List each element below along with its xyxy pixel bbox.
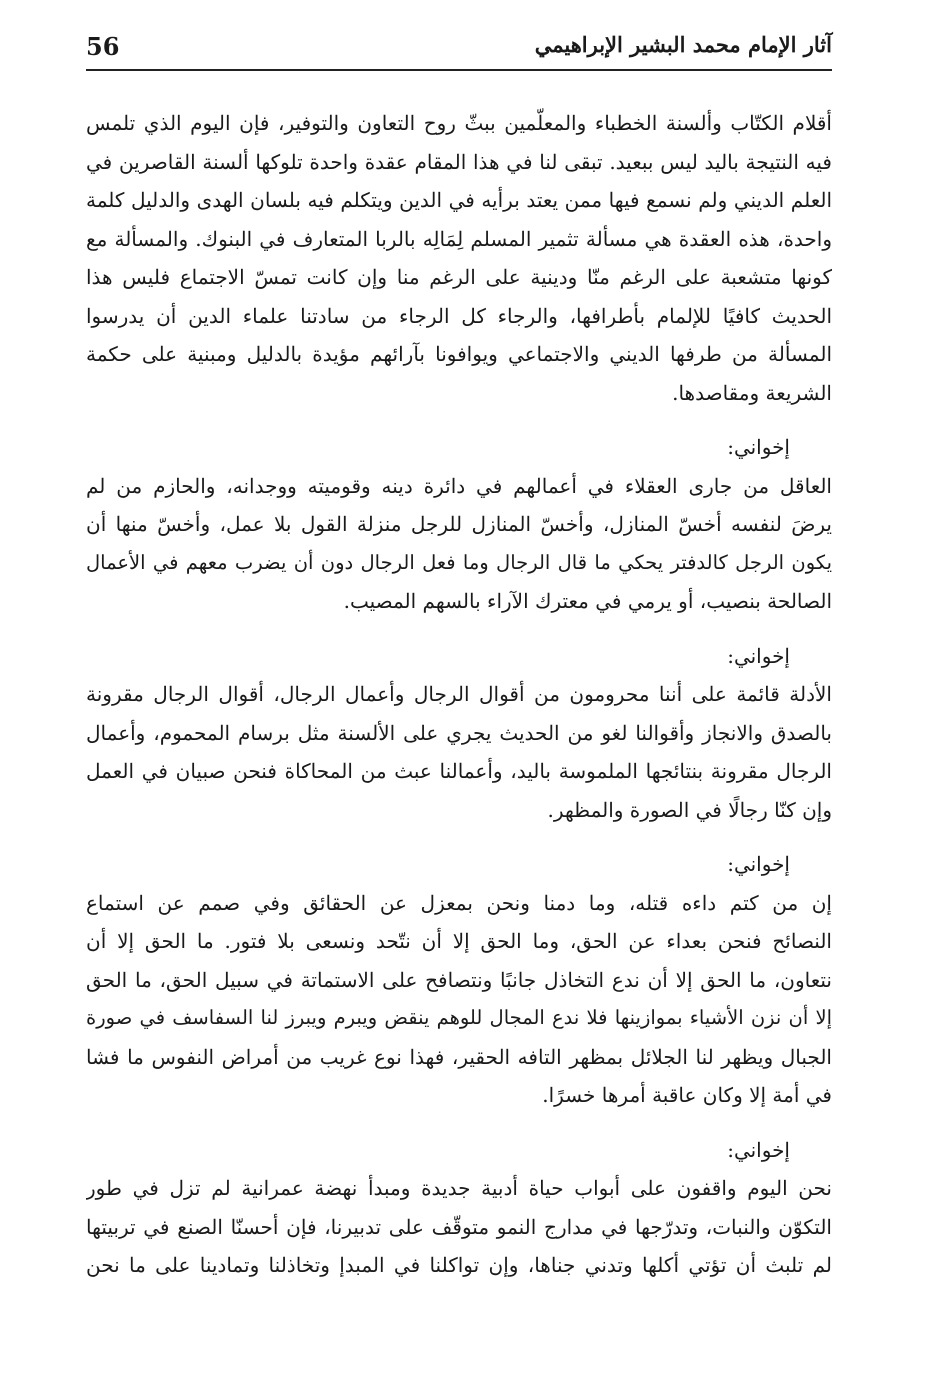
text-line: الصالحة بنصيب، أو يرمي في معترك الآراء بالسهم المصيب. <box>343 589 832 613</box>
paragraph-gap <box>86 1115 832 1131</box>
page-number: 56 <box>86 32 120 61</box>
text-line: يرضَ لنفسه أخسّ المنازل، وأخسّ المنازل للرجل منزلة القول بلا عمل، وأخسّ منها أن <box>86 512 832 536</box>
header-rule <box>86 69 832 71</box>
text-line: الرجال مقرونة بنتائجها الملموسة باليد، وأعمالنا عبث من المحاكاة فنحن صبيان في العمل <box>86 759 832 783</box>
paragraph <box>86 637 832 830</box>
text-line: العلم الديني ولم نسمع فيها ممن يعتد برأيه في الدين ويتكلم فيه بلسان الهدى والدليل كلمة <box>86 188 832 212</box>
text-line: نتعاون، ما الحق إلا أن ندع التخاذل جانبًا ونتصافح على الاستماتة في سبيل الحق، ما الحق <box>86 967 832 992</box>
text-line: وإن كنّا رجالًا في الصورة والمظهر. <box>547 797 832 822</box>
text-line: الحديث كافيًا للإلمام بأطرافها، والرجاء كل الرجاء من سادتنا علماء الدين أن يدرسوا <box>86 303 832 328</box>
section-heading: إخواني: <box>727 643 790 668</box>
text-line: الشريعة ومقاصدها. <box>672 380 832 405</box>
paragraph <box>86 428 832 621</box>
text-line: يكون الرجل كالدفتر يحكي ما قال الرجال وما فعل الرجال دون أن يضرب معهم في الأعمال <box>86 550 832 574</box>
text-line: الجبال ويظهر لنا الجلائل بمظهر التافه الحقير، فهذا نوع غريب من أمراض النفوس ما فشا <box>86 1044 832 1069</box>
running-title: آثار الإمام محمد البشير الإبراهيمي <box>534 32 832 57</box>
text-line: فيه النتيجة باليد ليس ببعيد. تبقى لنا في هذا المقام عقدة واحدة تلوكها ألسنة القاصرين في <box>86 149 832 174</box>
paragraph <box>86 1131 832 1285</box>
paragraph <box>86 104 832 412</box>
paragraph-gap <box>86 621 832 637</box>
page-header <box>86 30 832 70</box>
body-text <box>86 104 832 1285</box>
text-line: أقلام الكتّاب وألسنة الخطباء والمعلّمين ببثّ روح التعاون والتوفير، فإن اليوم الذي تلمس <box>86 111 832 135</box>
text-line: في أمة إلا وكان عاقبة أمرها خسرًا. <box>542 1083 832 1107</box>
text-line: كونها متشعبة على الرغم منّا ودينية على الرغم منا وإن كانت تمسّ الاجتماع فليس هذا <box>86 265 832 289</box>
paragraph <box>86 845 832 1115</box>
text-line: الأدلة قائمة على أننا محرومون من أقوال الرجال وأعمال الرجال، أقوال الرجال مقرونة <box>86 682 832 706</box>
section-heading: إخواني: <box>727 852 790 876</box>
text-line: بالصدق والانجاز وأقوالنا لغو من الحديث يجري على الألسنة مثل برسام المحموم، وأعمال <box>86 720 832 745</box>
text-line: نحن اليوم واقفون على أبواب حياة أدبية جديدة ومبدأ نهضة عمرانية لم تزل في طور <box>86 1176 832 1200</box>
text-line: العاقل من جارى العقلاء في أعمالهم في دائرة دينه وقوميته ووجدانه، والحازم من لم <box>86 473 832 498</box>
text-line: النصائح فنحن بعداء عن الحق، وما الحق إلا أن نتّحد ونسعى بلا فتور. ما الحق إلا أن <box>86 929 832 953</box>
paragraph-gap <box>86 829 832 845</box>
text-line: التكوّن والنبات، وتدرّجها في مدارج النمو متوقّف على تدبيرنا، فإن أحسنّا الصنع في تربيتها <box>86 1214 832 1239</box>
text-line: إن من كتم داءه قتله، وما دمنا ونحن بمعزل عن الحقائق وفي صمم عن استماع <box>86 890 832 915</box>
text-line: واحدة، هذه العقدة هي مسألة تثمير المسلم لِمَالِه بالربا المتعارف في البنوك. والمسألة مع <box>86 226 832 251</box>
text-line: لم تلبث أن تؤتي أكلها وتدني جناها، وإن تواكلنا في المبدإ وتخاذلنا وتمادينا على ما نحن <box>86 1253 832 1277</box>
text-line: إلا أن نزن الأشياء بموازينها فلا ندع المجال للوهم ينقض ويبرم ويبرز لنا السفاسف في صورة <box>86 1006 832 1029</box>
paragraph-gap <box>86 412 832 428</box>
text-line: المسألة من طرفها الديني والاجتماعي ويوافونا بآرائهم مؤيدة بالدليل ومبنية على حكمة <box>86 342 832 366</box>
section-heading: إخواني: <box>727 1137 790 1162</box>
section-heading: إخواني: <box>727 435 790 459</box>
